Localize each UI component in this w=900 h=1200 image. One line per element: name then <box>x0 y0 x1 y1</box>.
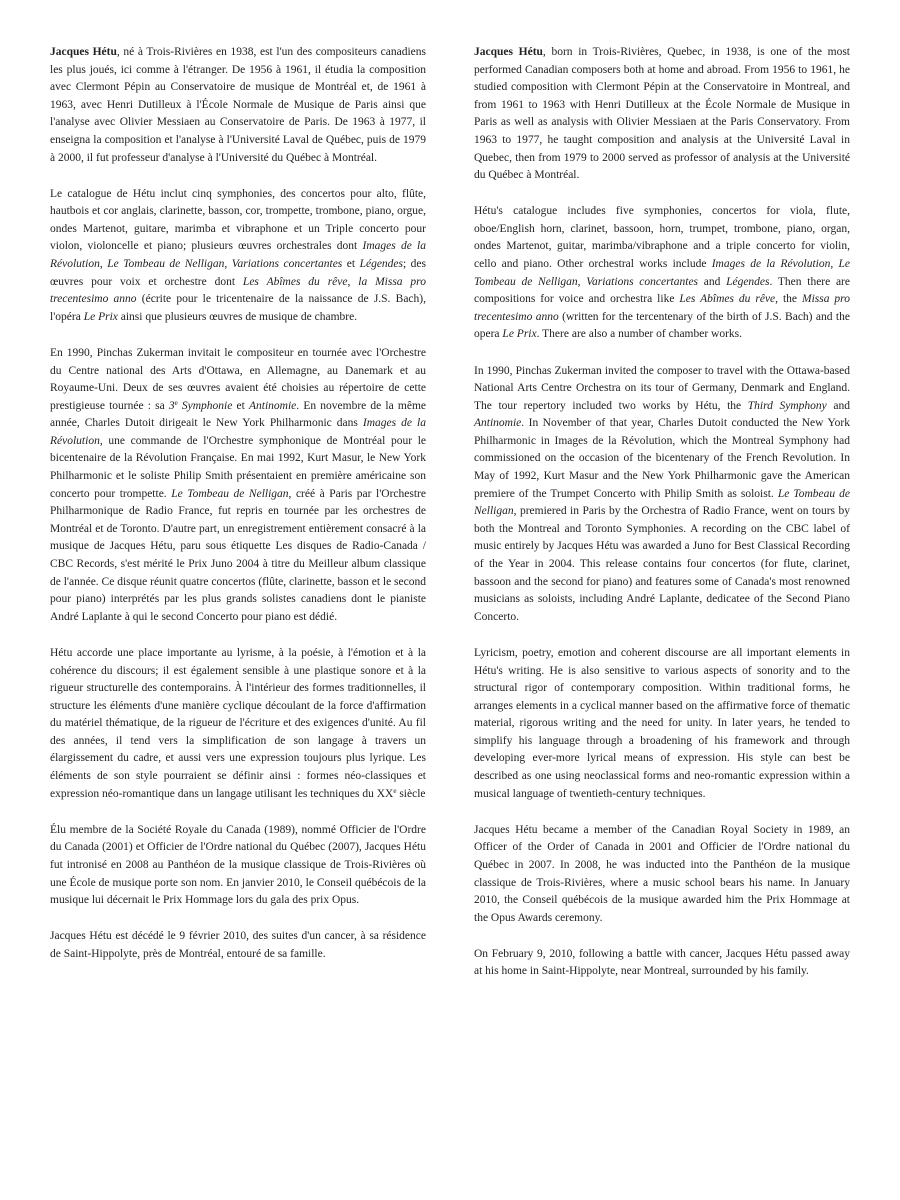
english-paragraph-style: Lyricism, poetry, emotion and coherent discourse are all important elements in Hétu's writing. He is also sensitive to various aspects of sonority and to the structural rigor of contemporary composition. Within traditional forms, he arranges elements in a cyclical manner based on the affirmative force of thematic material, rigorous writing and the need for unity. In later years, he tended to simplify his language through a broadening of his framework and through developing ever-more lyrical means of expression. His style can best be described as one using neoclassical forms and neo-romantic expression within a musical language of twentieth-century techniques. <box>474 646 850 800</box>
english-paragraph-tours: In 1990, Pinchas Zukerman invited the composer to travel with the Ottawa-based National Arts Centre Orchestra on its tour of Germany, Denmark and England. The tour repertory included two works by Hétu, the Third Symphony and Antinomie. In November of that year, Charles Dutoit conducted the New York Philharmonic in Images de la Révolution, which the Montreal Symphony had commissioned on the occasion of the bicentenary of the French Revolution. In May of 1992, Kurt Masur and the New York Philharmonic gave the American premiere of the Trumpet Concerto with Philip Smith as soloist. Le Tombeau de Nelligan, premiered in Paris by the Orchestra of Radio France, went on tours by both the Montreal and Toronto Symphonies. A recording on the CBC label of music entirely by Jacques Hétu was awarded a Juno for Best Classical Recording of the Year in 2004. This release contains four concertos (for flute, clarinet, bassoon and the second for piano) and features some of Canada's most renowned musicians as soloists, including André Laplante, dedicatee of the Second Piano Concerto. <box>474 364 850 623</box>
english-paragraph-honours: Jacques Hétu became a member of the Canadian Royal Society in 1989, an Officer of the Order of Canada in 2001 and Officier de l'Ordre national du Québec in 2007. In 2008, he was inducted into the Panthéon de la musique classique de Trois-Rivières, where a music school bears his name. In January 2010, the Conseil québécois de la musique awarded him the Prix Hommage at the Opus Awards ceremony. <box>474 823 850 924</box>
composer-name: Jacques Hétu <box>474 46 543 58</box>
french-paragraph-tours: En 1990, Pinchas Zukerman invitait le compositeur en tournée avec l'Orchestre du Centre national des Arts d'Ottawa, en Allemagne, au Danemark et au Royaume-Uni. Deux de ses œuvres avaient été choisies au répertoire de cette prestigieuse tournée : sa 3e Symphonie et Antinomie. En novembre de la même année, Charles Dutoit dirigeait le New York Philharmonic dans Images de la Révolution, une commande de l'Orchestre symphonique de Montréal pour le bicentenaire de la Révolution Française. En mai 1992, Kurt Masur, le New York Philharmonic et le soliste Philip Smith présentaient en première américaine son concerto pour trompette. Le Tombeau de Nelligan, créé à Paris par l'Orchestre Philharmonique de Radio France, fut repris en tournée par les orchestres de Montréal et de Toronto. D'autre part, un enregistrement entièrement consacré à la musique de Jacques Hétu, paru sous étiquette Les disques de Radio-Canada / CBC Records, s'est mérité le Prix Juno 2004 à titre du Meilleur album classique de l'année. Ce disque réunit quatre concertos (flûte, clarinette, basson et le second pour piano) interprétés par les plus grands solistes canadiens dont le pianiste André Laplante à qui le second Concerto pour piano est dédié. <box>50 346 426 623</box>
english-paragraph-intro: Jacques Hétu, born in Trois-Rivières, Quebec, in 1938, is one of the most performed Canadian composers both at home and abroad. From 1956 to 1961, he studied composition with Clermont Pépin at the Conservatoire in Montreal, and from 1961 to 1963 with Henri Dutilleux at the École Normale de Musique in Paris as well as analysis with Olivier Messiaen at the Paris Conservatory. From 1963 to 1977, he taught composition and analysis at the Université Laval in Quebec, then from 1979 to 2000 served as professor of analysis at the Université du Québec à Montréal. <box>474 46 850 182</box>
french-paragraph-catalogue: Le catalogue de Hétu inclut cinq symphonies, des concertos pour alto, flûte, hautbois et cor anglais, clarinette, basson, cor, trompette, trombone, piano, orgue, ondes Martenot, guitare, marimba et vibraphone et un Triple concerto pour violon, violoncelle et piano; plusieurs œuvres orchestrales dont Images de la Révolution, Le Tombeau de Nelligan, Variations concertantes et Légendes; des œuvres pour voix et orchestre dont Les Abîmes du rêve, la Missa pro trecentesimo anno (écrite pour le tricentenaire de la naissance de J.S. Bach), l'opéra Le Prix ainsi que plusieurs œuvres de musique de chambre. <box>50 187 427 323</box>
composer-name: Jacques Hétu <box>50 46 117 58</box>
english-paragraph-catalogue: Hétu's catalogue includes five symphonies, concertos for viola, flute, oboe/English horn, clarinet, bassoon, horn, trumpet, trombone, piano, organ, ondes Martenot, guitar, marimba/vibraphone and a triple concerto for violin, cello and piano. Other orchestral works include Images de la Révolution, Le Tombeau de Nelligan, Variations concertantes and Légendes. Then there are compositions for voice and orchestra like Les Abîmes du rêve, the Missa pro trecentesimo anno (written for the tercentenary of the birth of J.S. Bach) and the opera Le Prix. There are also a number of chamber works. <box>474 205 850 341</box>
english-paragraph-death: On February 9, 2010, following a battle with cancer, Jacques Hétu passed away at his home in Saint-Hippolyte, near Montreal, surrounded by his family. <box>474 947 850 978</box>
english-column <box>474 44 850 1000</box>
french-column <box>50 44 426 982</box>
french-paragraph-death: Jacques Hétu est décédé le 9 février 2010, des suites d'un cancer, à sa résidence de Saint-Hippolyte, près de Montréal, entouré de sa famille. <box>50 930 426 960</box>
french-paragraph-style: Hétu accorde une place importante au lyrisme, à la poésie, à l'émotion et à la cohérence du discours; il est également sensible à une plastique sonore et à la rigueur structurelle des contemporains. À l'intérieur des formes traditionnelles, il structure les éléments d'une manière cyclique découlant de la force d'affirmation du matériel thématique, de la rigueur de l'écriture et des exigences d'unité. Au fil des années, il tend vers la simplification de son langage à travers un élargissement du cadre, et aussi vers une expression toujours plus lyrique. Les éléments de son style pourraient se définir ainsi : formes néo-classiques et expression néo-romantique dans un langage utilisant les techniques du XXe siècle <box>50 646 426 800</box>
french-paragraph-honours: Élu membre de la Société Royale du Canada (1989), nommé Officier de l'Ordre du Canada (2001) et Officier de l'Ordre national du Québec (2007), Jacques Hétu fut intronisé en 2008 au Panthéon de la musique classique de Trois-Rivières où une École de musique porte son nom. En janvier 2010, le Conseil québécois de la musique lui décernait le Prix Hommage lors du gala des prix Opus. <box>50 823 426 907</box>
french-paragraph-intro: Jacques Hétu, né à Trois-Rivières en 1938, est l'un des compositeurs canadiens les plus joués, ici comme à l'étranger. De 1956 à 1961, il étudia la composition avec Clermont Pépin au Conservatoire de musique de Montréal et, de 1961 à 1963, avec Henri Dutilleux à l'École Normale de Musique de Paris ainsi que l'analyse avec Olivier Messiaen au Conservatoire de Paris. De 1963 à 1977, il enseigna la composition et l'analyse à l'Université Laval de Québec, puis de 1979 à 2000, il fut professeur d'analyse à l'Université du Québec à Montréal. <box>50 46 426 164</box>
